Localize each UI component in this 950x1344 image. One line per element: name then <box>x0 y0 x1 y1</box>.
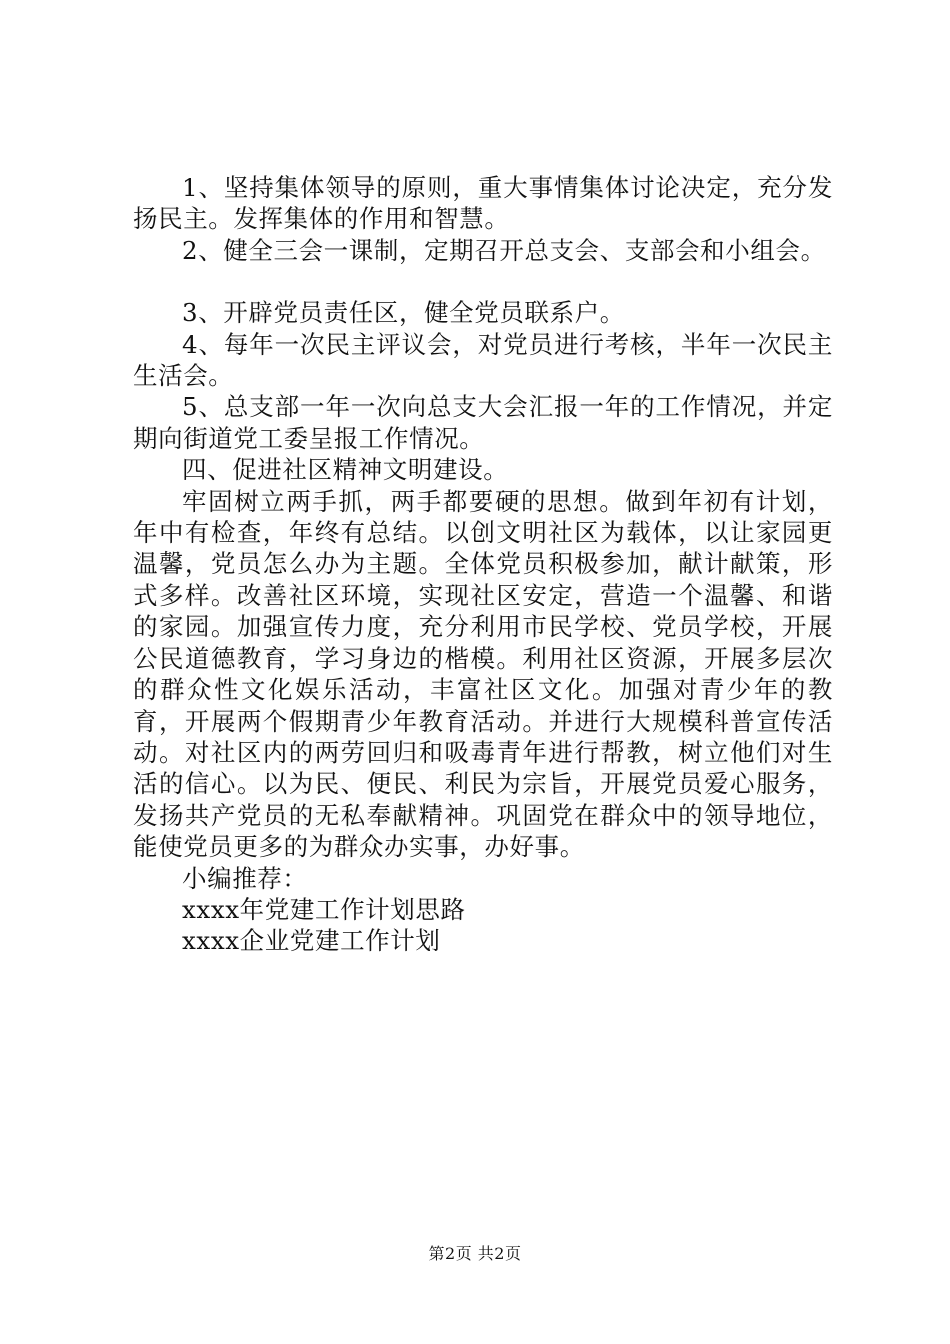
paragraph-democratic-review: 4、每年一次民主评议会，对党员进行考核，半年一次民主生活会。 <box>133 329 833 391</box>
paragraph-gap <box>133 266 833 297</box>
paragraph-annual-report: 5、总支部一年一次向总支大会汇报一年的工作情况，并定期向街道党工委呈报工作情况。 <box>133 392 833 453</box>
page-footer: 第2页 共2页 <box>428 1244 522 1263</box>
recommend-label: 小编推荐： <box>182 863 308 893</box>
document-body <box>133 172 833 957</box>
paragraph-civilization-details: 牢固树立两手抓，两手都要硬的思想。做到年初有计划，年中有检查，年终有总结。以创文明社区为载体，以让家园更温馨，党员怎么办为主题。全体党员积极参加，献计献策，形式多样。改善社区环境，实现社区安定，营造一个温馨、和谐的家园。加强宣传力度，充分利用市民学校、党员学校，开展公民道德教育，学习身边的楷模。利用社区资源，开展多层次的群众性文化娱乐活动，丰富社区文化。加强对青少年的教育，开展两个假期青少年教育活动。并进行大规模科普宣传活动。对社区内的两劳回归和吸毒青年进行帮教，树立他们对生活的信心。以为民、便民、利民为宗旨，开展党员爱心服务，发扬共产党员的无私奉献精神。巩固党在群众中的领导地位，能使党员更多的为群众办实事，办好事。 <box>133 486 833 862</box>
paragraph-responsibility-area: 3、开辟党员责任区，健全党员联系户。 <box>182 298 625 328</box>
section-heading-civilization: 四、促进社区精神文明建设。 <box>182 455 509 485</box>
paragraph-three-meetings: 2、健全三会一课制，定期召开总支会、支部会和小组会。 <box>182 235 826 265</box>
recommend-link-enterprise-plan[interactable]: xxxx企业党建工作计划 <box>182 926 441 956</box>
paragraph-principle-collective: 1、坚持集体领导的原则，重大事情集体讨论决定，充分发扬民主。发挥集体的作用和智慧。 <box>133 173 833 234</box>
recommend-link-plan-ideas[interactable]: xxxx年党建工作计划思路 <box>182 894 466 924</box>
